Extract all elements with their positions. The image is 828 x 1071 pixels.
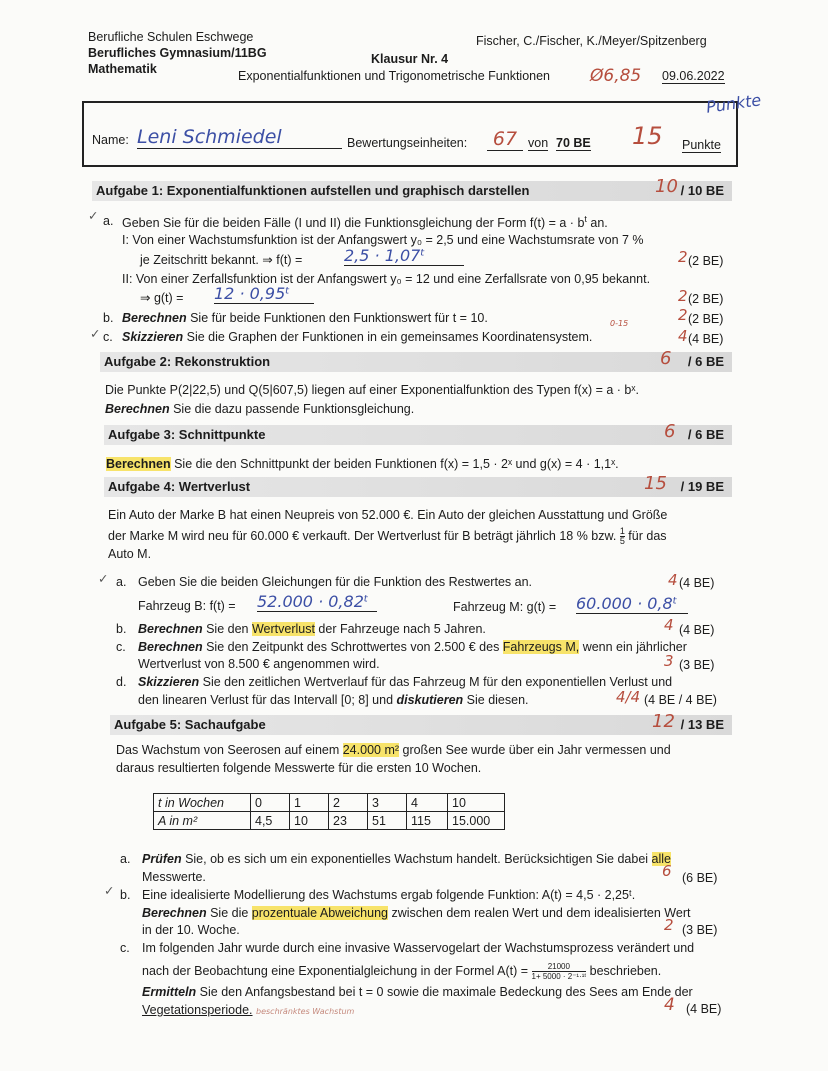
task5-score: 12 — [652, 711, 675, 732]
t1b-text: Berechnen Sie für beide Funktionen den Funktionswert für t = 10. — [122, 311, 488, 325]
t4-intro2: der Marke M wird neu für 60.000 € verkauft. Der Wertverlust für B beträgt jährlich 18 % bzw. $\frac{1}{5}$ für das — [108, 526, 667, 546]
t4c-letter: c. — [116, 640, 126, 654]
t4c-points: 3 — [664, 652, 674, 670]
t1-case1-points: 2 — [678, 248, 688, 266]
t1-case1-answer: 2,5 · 1,07ᵗ — [344, 246, 464, 266]
handwritten-note: Punkte — [704, 90, 763, 117]
points-label: Punkte — [682, 138, 721, 152]
average-grade-handwritten: Ø6,85 — [590, 66, 642, 86]
t5a-text: Prüfen Sie, ob es sich um ein exponentielles Wachstum handelt. Berücksichtigen Sie dabei alle — [142, 852, 671, 866]
t4d-be: (4 BE / 4 BE) — [644, 693, 717, 707]
t4-intro3: Auto M. — [108, 547, 152, 561]
t4d-letter: d. — [116, 675, 127, 689]
student-name: Leni Schmiedel — [137, 126, 342, 149]
table-row — [154, 794, 505, 812]
t2-text: Die Punkte P(2|22,5) und Q(5|607,5) liegen auf einer Exponentialfunktion des Typen f(x) = a · bˣ. — [105, 383, 639, 397]
t1b-points: 2 — [678, 306, 688, 324]
task5-header — [110, 715, 732, 735]
name-label: Name: — [92, 133, 129, 147]
t5a-points: 6 — [662, 862, 672, 880]
t5c-text2: nach der Beobachtung eine Exponentialgleichung in der Formel A(t) = $\frac{21000}{\text{1+ 5000 · 2⁻¹·¹ᵗ}}$ beschrieben. — [142, 962, 662, 981]
table-row — [154, 812, 505, 830]
t1-case2-points: 2 — [678, 287, 688, 305]
t4d-text2: den linearen Verlust für das Intervall [0; 8] und diskutieren Sie diesen. — [138, 693, 529, 707]
t4c-text: Berechnen Sie den Zeitpunkt des Schrottwertes von 2.500 € des Fahrzeugs M, wenn ein jährlicher — [138, 640, 687, 654]
t5a-letter: a. — [120, 852, 131, 866]
task4-title: Aufgabe 4: Wertverlust — [108, 479, 251, 494]
task1-header — [92, 181, 732, 201]
task4-header — [104, 477, 732, 497]
exam-number: Klausur Nr. 4 — [371, 52, 449, 66]
t1-case2-be: (2 BE) — [688, 292, 724, 306]
t3-text: Berechnen Sie die den Schnittpunkt der beiden Funktionen f(x) = 1,5 · 2ˣ und g(x) = 4 · 1,1ˣ. — [106, 457, 619, 471]
t5a-text2: Messwerte. — [142, 870, 206, 884]
table-cell: 10 — [448, 794, 505, 812]
t1c-letter: c. — [103, 330, 113, 344]
task1-score: 10 — [655, 176, 678, 197]
t1-case2-answer: 12 · 0,95ᵗ — [214, 284, 314, 304]
task4-score: 15 — [644, 473, 667, 494]
t1b-letter: b. — [103, 311, 114, 325]
check-mark: ✓ — [90, 326, 101, 341]
check-mark: ✓ — [88, 208, 99, 223]
task3-title: Aufgabe 3: Schnittpunkte — [108, 427, 266, 442]
t1c-be: (4 BE) — [688, 332, 724, 346]
task4-max: / 19 BE — [680, 479, 724, 494]
t5c-be: (4 BE) — [686, 1002, 722, 1016]
table-cell: 115 — [407, 812, 448, 830]
t5c-text4: Vegetationsperiode. beschränktes Wachstum — [142, 1003, 355, 1017]
table-cell: 4,5 — [251, 812, 290, 830]
t4-m-label: Fahrzeug M: g(t) = — [453, 600, 557, 614]
task2-title: Aufgabe 2: Rekonstruktion — [104, 354, 271, 369]
table-cell: 15.000 — [448, 812, 505, 830]
t5a-be: (6 BE) — [682, 871, 718, 885]
teachers: Fischer, C./Fischer, K./Meyer/Spitzenberg — [476, 34, 707, 48]
school-name: Berufliche Schulen Eschwege — [88, 30, 254, 44]
t5-intro2: daraus resultierten folgende Messwerte für die ersten 10 Wochen. — [116, 761, 482, 775]
points-value: 15 — [632, 122, 663, 150]
t4c-text3: Wertverlust von 8.500 € angenommen wird. — [138, 657, 380, 671]
t1-case1-be: (2 BE) — [688, 254, 724, 268]
t5b-points: 2 — [664, 916, 674, 934]
t4-m-answer: 60.000 · 0,8ᵗ — [576, 594, 688, 614]
score-value: 67 — [487, 128, 523, 151]
t1c-text: Skizzieren Sie die Graphen der Funktionen in ein gemeinsames Koordinatensystem. — [122, 330, 593, 344]
table-cell: 51 — [368, 812, 407, 830]
task3-score: 6 — [664, 421, 676, 442]
t4a-points: 4 — [668, 571, 678, 589]
score-of: von — [528, 136, 549, 150]
task2-max: / 6 BE — [687, 354, 724, 369]
task5-max: / 13 BE — [680, 717, 724, 732]
table-cell: 23 — [329, 812, 368, 830]
class-name: Berufliches Gymnasium/11BG — [88, 46, 267, 60]
t5b-be: (3 BE) — [682, 923, 718, 937]
task3-header — [104, 425, 732, 445]
t5b-text2: Berechnen Sie die prozentuale Abweichung zwischen dem realen Wert und dem idealisierten Wert — [142, 906, 691, 920]
task1-title: Aufgabe 1: Exponentialfunktionen aufstellen und graphisch darstellen — [96, 183, 530, 198]
t1-case2-text2: ⇒ g(t) = — [140, 291, 184, 305]
t4d-points: 4/4 — [616, 688, 641, 706]
t1-case1-text: I: Von einer Wachstumsfunktion ist der Anfangswert y₀ = 2,5 und eine Wachstumsrate von 7 % — [122, 233, 644, 247]
t5b-letter: b. — [120, 888, 131, 902]
t4-intro1: Ein Auto der Marke B hat einen Neupreis von 52.000 €. Ein Auto der gleichen Ausstattung und Größe — [108, 508, 668, 522]
task3-max: / 6 BE — [687, 427, 724, 442]
t5-intro1: Das Wachstum von Seerosen auf einem 24.000 m² großen See wurde über ein Jahr vermessen und — [116, 743, 671, 757]
t5c-letter: c. — [120, 941, 130, 955]
t5b-text: Eine idealisierte Modellierung des Wachstums ergab folgende Funktion: A(t) = 4,5 · 2,25ᵗ. — [142, 888, 636, 902]
t4a-be: (4 BE) — [679, 576, 715, 590]
table-header-cell: A in m² — [154, 812, 251, 830]
t5c-points: 4 — [664, 995, 675, 1015]
t1-case2-text: II: Von einer Zerfallsfunktion ist der Anfangswert y₀ = 12 und eine Zerfallsrate von 0,95 bekannt. — [122, 272, 651, 286]
t4-b-label: Fahrzeug B: f(t) = — [138, 599, 236, 613]
task2-score: 6 — [660, 348, 672, 369]
score-label: Bewertungseinheiten: — [347, 136, 468, 150]
t2-text2: Berechnen Sie die dazu passende Funktionsgleichung. — [105, 402, 415, 416]
check-mark: ✓ — [104, 883, 115, 898]
table-cell: 0 — [251, 794, 290, 812]
measurement-table — [153, 793, 505, 830]
t1a-letter: a. — [103, 214, 114, 228]
table-cell: 4 — [407, 794, 448, 812]
table-cell: 10 — [290, 812, 329, 830]
table-cell: 1 — [290, 794, 329, 812]
t1c-note: 0-15 — [610, 319, 629, 328]
t4d-text: Skizzieren Sie den zeitlichen Wertverlauf für das Fahrzeug M für den exponentiellen Verlust und — [138, 675, 673, 689]
exam-topic: Exponentialfunktionen und Trigonometrische Funktionen — [238, 69, 551, 83]
t5b-text4: in der 10. Woche. — [142, 923, 240, 937]
t4a-text: Geben Sie die beiden Gleichungen für die Funktion des Restwertes an. — [138, 575, 532, 589]
t4c-be: (3 BE) — [679, 658, 715, 672]
t4b-be: (4 BE) — [679, 623, 715, 637]
t5c-text3: Ermitteln Sie den Anfangsbestand bei t = 0 sowie die maximale Bedeckung des Sees am Ende der — [142, 985, 693, 999]
t1-case1-text2: je Zeitschritt bekannt. ⇒ f(t) = — [140, 253, 303, 267]
score-max: 70 BE — [556, 136, 591, 150]
table-cell: 3 — [368, 794, 407, 812]
subject-name: Mathematik — [88, 62, 157, 76]
t1a-text: Geben Sie für die beiden Fälle (I und II) die Funktionsgleichung der Form $f(t) = a \cdot b^t$ an. — [122, 214, 608, 231]
task1-max: / 10 BE — [680, 183, 724, 198]
t5c-note: beschränktes Wachstum — [256, 1007, 355, 1016]
t1c-points: 4 — [678, 327, 688, 345]
task5-title: Aufgabe 5: Sachaufgabe — [114, 717, 266, 732]
t4-b-answer: 52.000 · 0,82ᵗ — [257, 592, 377, 612]
table-header-cell: t in Wochen — [154, 794, 251, 812]
table-cell: 2 — [329, 794, 368, 812]
t5c-text1: Im folgenden Jahr wurde durch eine invasive Wasservogelart der Wachstumsprozess verändert und — [142, 941, 695, 955]
task2-header — [100, 352, 732, 372]
check-mark: ✓ — [98, 571, 109, 586]
t1b-be: (2 BE) — [688, 312, 724, 326]
exam-date: 09.06.2022 — [662, 69, 725, 83]
t4b-letter: b. — [116, 622, 127, 636]
t4b-points: 4 — [664, 616, 674, 634]
t4b-text: Berechnen Sie den Wertverlust der Fahrzeuge nach 5 Jahren. — [138, 622, 486, 636]
t4a-letter: a. — [116, 575, 127, 589]
